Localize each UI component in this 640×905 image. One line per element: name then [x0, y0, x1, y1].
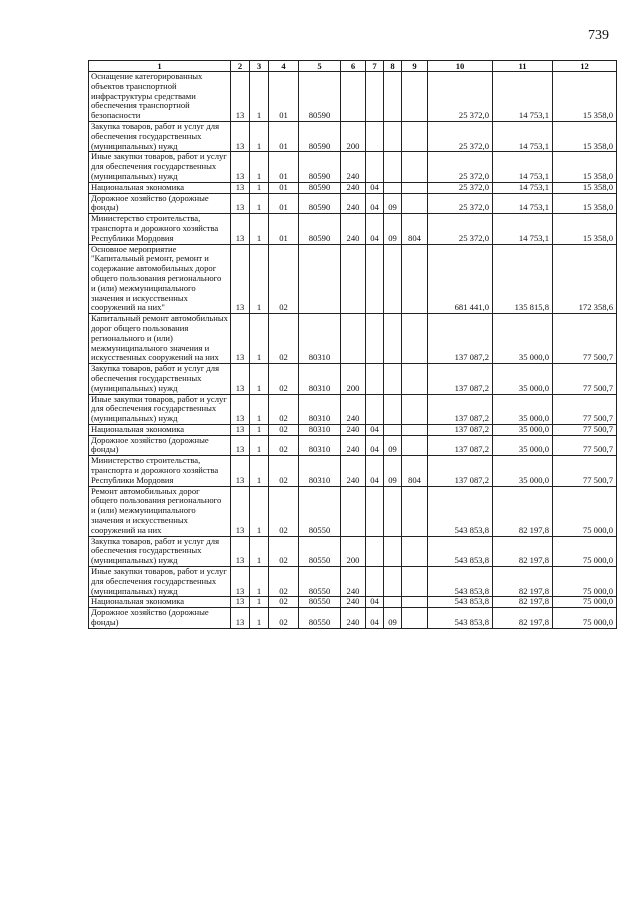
amount-cell: 137 087,2	[428, 394, 493, 424]
page-number: 739	[588, 28, 609, 43]
budget-table	[88, 60, 617, 629]
subsection-cell: 1	[250, 314, 269, 364]
ministry-cell: 804	[402, 214, 428, 244]
ministry-cell	[402, 72, 428, 122]
program-cell: 02	[269, 424, 299, 435]
amount-cell: 25 372,0	[428, 193, 493, 214]
amount-cell: 35 000,0	[493, 364, 553, 394]
subsection-cell: 1	[250, 72, 269, 122]
program-cell: 02	[269, 435, 299, 456]
chapter-cell: 04	[366, 424, 384, 435]
program-cell: 02	[269, 364, 299, 394]
target-code-cell: 80550	[299, 597, 341, 608]
section-cell: 13	[231, 182, 250, 193]
expense-type-cell	[341, 314, 366, 364]
program-cell: 01	[269, 182, 299, 193]
ministry-cell	[402, 314, 428, 364]
amount-cell: 25 372,0	[428, 72, 493, 122]
subchapter-cell	[384, 314, 402, 364]
subchapter-cell	[384, 394, 402, 424]
expense-type-cell: 240	[341, 193, 366, 214]
section-cell: 13	[231, 72, 250, 122]
chapter-cell	[366, 486, 384, 536]
ministry-cell	[402, 182, 428, 193]
amount-cell: 82 197,8	[493, 608, 553, 629]
subsection-cell: 1	[250, 435, 269, 456]
subsection-cell: 1	[250, 244, 269, 314]
section-cell: 13	[231, 193, 250, 214]
table-row	[89, 244, 617, 314]
amount-cell: 543 853,8	[428, 608, 493, 629]
subchapter-cell	[384, 182, 402, 193]
subchapter-cell: 09	[384, 214, 402, 244]
target-code-cell: 80310	[299, 424, 341, 435]
table-row	[89, 424, 617, 435]
row-name-cell: Национальная экономика	[89, 182, 231, 193]
subchapter-cell	[384, 121, 402, 151]
subchapter-cell	[384, 567, 402, 597]
target-code-cell: 80310	[299, 364, 341, 394]
amount-cell: 82 197,8	[493, 536, 553, 566]
row-name-cell: Закупка товаров, работ и услуг для обеспечения государственных (муниципальных) нужд	[89, 364, 231, 394]
ministry-cell	[402, 608, 428, 629]
column-header: 1	[89, 61, 231, 72]
amount-cell: 25 372,0	[428, 214, 493, 244]
column-header: 4	[269, 61, 299, 72]
expense-type-cell: 200	[341, 364, 366, 394]
chapter-cell: 04	[366, 182, 384, 193]
amount-cell: 75 000,0	[553, 536, 617, 566]
column-header: 6	[341, 61, 366, 72]
expense-type-cell	[341, 244, 366, 314]
table-row	[89, 567, 617, 597]
amount-cell: 15 358,0	[553, 193, 617, 214]
program-cell: 02	[269, 486, 299, 536]
ministry-cell	[402, 567, 428, 597]
row-name-cell: Иные закупки товаров, работ и услуг для обеспечения государственных (муниципальных) нужд	[89, 567, 231, 597]
amount-cell: 35 000,0	[493, 424, 553, 435]
amount-cell: 15 358,0	[553, 152, 617, 182]
table-row	[89, 121, 617, 151]
expense-type-cell: 240	[341, 182, 366, 193]
subchapter-cell	[384, 424, 402, 435]
column-header: 9	[402, 61, 428, 72]
chapter-cell	[366, 394, 384, 424]
chapter-cell: 04	[366, 214, 384, 244]
subsection-cell: 1	[250, 214, 269, 244]
ministry-cell	[402, 486, 428, 536]
expense-type-cell: 200	[341, 536, 366, 566]
row-name-cell: Национальная экономика	[89, 424, 231, 435]
section-cell: 13	[231, 435, 250, 456]
ministry-cell	[402, 244, 428, 314]
amount-cell: 137 087,2	[428, 456, 493, 486]
amount-cell: 75 000,0	[553, 567, 617, 597]
amount-cell: 25 372,0	[428, 152, 493, 182]
column-header: 8	[384, 61, 402, 72]
subchapter-cell	[384, 536, 402, 566]
target-code-cell: 80310	[299, 314, 341, 364]
amount-cell: 75 000,0	[553, 597, 617, 608]
chapter-cell	[366, 152, 384, 182]
ministry-cell	[402, 424, 428, 435]
row-name-cell: Иные закупки товаров, работ и услуг для обеспечения государственных (муниципальных) нужд	[89, 394, 231, 424]
column-header: 12	[553, 61, 617, 72]
subchapter-cell	[384, 244, 402, 314]
target-code-cell: 80550	[299, 567, 341, 597]
program-cell: 01	[269, 121, 299, 151]
chapter-cell	[366, 567, 384, 597]
target-code-cell: 80550	[299, 486, 341, 536]
subsection-cell: 1	[250, 182, 269, 193]
table-row	[89, 486, 617, 536]
amount-cell: 14 753,1	[493, 182, 553, 193]
target-code-cell: 80590	[299, 214, 341, 244]
table-row	[89, 536, 617, 566]
program-cell: 01	[269, 214, 299, 244]
target-code-cell: 80310	[299, 394, 341, 424]
amount-cell: 15 358,0	[553, 214, 617, 244]
target-code-cell: 80590	[299, 121, 341, 151]
expense-type-cell: 200	[341, 121, 366, 151]
ministry-cell	[402, 394, 428, 424]
amount-cell: 77 500,7	[553, 424, 617, 435]
table-row	[89, 314, 617, 364]
amount-cell: 14 753,1	[493, 72, 553, 122]
section-cell: 13	[231, 567, 250, 597]
target-code-cell: 80550	[299, 608, 341, 629]
ministry-cell	[402, 536, 428, 566]
row-name-cell: Дорожное хозяйство (дорожные фонды)	[89, 608, 231, 629]
amount-cell: 15 358,0	[553, 121, 617, 151]
column-header: 10	[428, 61, 493, 72]
program-cell: 02	[269, 314, 299, 364]
amount-cell: 137 087,2	[428, 424, 493, 435]
amount-cell: 75 000,0	[553, 486, 617, 536]
amount-cell: 15 358,0	[553, 182, 617, 193]
amount-cell: 543 853,8	[428, 536, 493, 566]
subchapter-cell: 09	[384, 193, 402, 214]
chapter-cell: 04	[366, 597, 384, 608]
subchapter-cell	[384, 152, 402, 182]
chapter-cell: 04	[366, 435, 384, 456]
expense-type-cell: 240	[341, 424, 366, 435]
expense-type-cell: 240	[341, 214, 366, 244]
subsection-cell: 1	[250, 597, 269, 608]
amount-cell: 25 372,0	[428, 182, 493, 193]
amount-cell: 135 815,8	[493, 244, 553, 314]
subsection-cell: 1	[250, 486, 269, 536]
amount-cell: 77 500,7	[553, 435, 617, 456]
amount-cell: 82 197,8	[493, 567, 553, 597]
table-row	[89, 193, 617, 214]
amount-cell: 137 087,2	[428, 435, 493, 456]
ministry-cell	[402, 435, 428, 456]
section-cell: 13	[231, 536, 250, 566]
section-cell: 13	[231, 394, 250, 424]
chapter-cell	[366, 121, 384, 151]
row-name-cell: Национальная экономика	[89, 597, 231, 608]
row-name-cell: Иные закупки товаров, работ и услуг для обеспечения государственных (муниципальных) нужд	[89, 152, 231, 182]
subsection-cell: 1	[250, 456, 269, 486]
table-row	[89, 214, 617, 244]
table-row	[89, 608, 617, 629]
row-name-cell: Основное мероприятие "Капитальный ремонт, ремонт и содержание автомобильных дорог общего пользования регионального и (или) межмуниципального значения и искусственных сооружений на них"	[89, 244, 231, 314]
subsection-cell: 1	[250, 608, 269, 629]
section-cell: 13	[231, 121, 250, 151]
amount-cell: 543 853,8	[428, 567, 493, 597]
target-code-cell: 80590	[299, 193, 341, 214]
amount-cell: 543 853,8	[428, 597, 493, 608]
column-header: 7	[366, 61, 384, 72]
target-code-cell: 80590	[299, 182, 341, 193]
table-row	[89, 72, 617, 122]
subchapter-cell	[384, 364, 402, 394]
subchapter-cell: 09	[384, 456, 402, 486]
chapter-cell	[366, 244, 384, 314]
subsection-cell: 1	[250, 424, 269, 435]
amount-cell: 137 087,2	[428, 314, 493, 364]
section-cell: 13	[231, 597, 250, 608]
subsection-cell: 1	[250, 536, 269, 566]
program-cell: 02	[269, 597, 299, 608]
subsection-cell: 1	[250, 193, 269, 214]
table-row	[89, 394, 617, 424]
ministry-cell	[402, 364, 428, 394]
target-code-cell	[299, 244, 341, 314]
expense-type-cell: 240	[341, 567, 366, 597]
expense-type-cell	[341, 486, 366, 536]
program-cell: 02	[269, 567, 299, 597]
chapter-cell: 04	[366, 193, 384, 214]
row-name-cell: Закупка товаров, работ и услуг для обеспечения государственных (муниципальных) нужд	[89, 121, 231, 151]
amount-cell: 14 753,1	[493, 121, 553, 151]
expense-type-cell: 240	[341, 435, 366, 456]
amount-cell: 35 000,0	[493, 435, 553, 456]
amount-cell: 77 500,7	[553, 314, 617, 364]
section-cell: 13	[231, 456, 250, 486]
subsection-cell: 1	[250, 152, 269, 182]
row-name-cell: Капитальный ремонт автомобильных дорог общего пользования регионального и (или) межмуниципального значения и искусственных сооружений на них	[89, 314, 231, 364]
table-header-row	[89, 61, 617, 72]
expense-type-cell: 240	[341, 597, 366, 608]
row-name-cell: Закупка товаров, работ и услуг для обеспечения государственных (муниципальных) нужд	[89, 536, 231, 566]
program-cell: 02	[269, 394, 299, 424]
subsection-cell: 1	[250, 567, 269, 597]
section-cell: 13	[231, 314, 250, 364]
column-header: 3	[250, 61, 269, 72]
amount-cell: 172 358,6	[553, 244, 617, 314]
column-header: 5	[299, 61, 341, 72]
amount-cell: 137 087,2	[428, 364, 493, 394]
table-row	[89, 597, 617, 608]
subchapter-cell: 09	[384, 608, 402, 629]
program-cell: 01	[269, 193, 299, 214]
chapter-cell	[366, 536, 384, 566]
row-name-cell: Министерство строительства, транспорта и дорожного хозяйства Республики Мордовия	[89, 456, 231, 486]
chapter-cell: 04	[366, 608, 384, 629]
program-cell: 02	[269, 244, 299, 314]
amount-cell: 77 500,7	[553, 364, 617, 394]
section-cell: 13	[231, 608, 250, 629]
amount-cell: 681 441,0	[428, 244, 493, 314]
subsection-cell: 1	[250, 121, 269, 151]
table-row	[89, 456, 617, 486]
program-cell: 01	[269, 152, 299, 182]
amount-cell: 14 753,1	[493, 193, 553, 214]
ministry-cell	[402, 121, 428, 151]
table-row	[89, 435, 617, 456]
target-code-cell: 80590	[299, 152, 341, 182]
amount-cell: 35 000,0	[493, 314, 553, 364]
expense-type-cell: 240	[341, 394, 366, 424]
table-row	[89, 182, 617, 193]
column-header: 2	[231, 61, 250, 72]
amount-cell: 15 358,0	[553, 72, 617, 122]
ministry-cell	[402, 597, 428, 608]
subchapter-cell	[384, 72, 402, 122]
chapter-cell: 04	[366, 456, 384, 486]
ministry-cell	[402, 193, 428, 214]
amount-cell: 35 000,0	[493, 394, 553, 424]
row-name-cell: Министерство строительства, транспорта и дорожного хозяйства Республики Мордовия	[89, 214, 231, 244]
amount-cell: 82 197,8	[493, 486, 553, 536]
row-name-cell: Дорожное хозяйство (дорожные фонды)	[89, 435, 231, 456]
subchapter-cell: 09	[384, 435, 402, 456]
target-code-cell: 80310	[299, 435, 341, 456]
subchapter-cell	[384, 597, 402, 608]
program-cell: 02	[269, 608, 299, 629]
program-cell: 02	[269, 536, 299, 566]
target-code-cell: 80310	[299, 456, 341, 486]
amount-cell: 14 753,1	[493, 152, 553, 182]
row-name-cell: Оснащение категорированных объектов транспортной инфраструктуры средствами обеспечения транспортной безопасности	[89, 72, 231, 122]
chapter-cell	[366, 364, 384, 394]
section-cell: 13	[231, 486, 250, 536]
amount-cell: 14 753,1	[493, 214, 553, 244]
subchapter-cell	[384, 486, 402, 536]
section-cell: 13	[231, 214, 250, 244]
expense-type-cell: 240	[341, 608, 366, 629]
expense-type-cell	[341, 72, 366, 122]
amount-cell: 77 500,7	[553, 394, 617, 424]
row-name-cell: Дорожное хозяйство (дорожные фонды)	[89, 193, 231, 214]
section-cell: 13	[231, 424, 250, 435]
ministry-cell	[402, 152, 428, 182]
chapter-cell	[366, 72, 384, 122]
expense-type-cell: 240	[341, 152, 366, 182]
section-cell: 13	[231, 364, 250, 394]
program-cell: 01	[269, 72, 299, 122]
amount-cell: 35 000,0	[493, 456, 553, 486]
program-cell: 02	[269, 456, 299, 486]
subsection-cell: 1	[250, 394, 269, 424]
ministry-cell: 804	[402, 456, 428, 486]
column-header: 11	[493, 61, 553, 72]
subsection-cell: 1	[250, 364, 269, 394]
amount-cell: 25 372,0	[428, 121, 493, 151]
amount-cell: 77 500,7	[553, 456, 617, 486]
chapter-cell	[366, 314, 384, 364]
row-name-cell: Ремонт автомобильных дорог общего пользования регионального и (или) межмуниципального значения и искусственных сооружений на них	[89, 486, 231, 536]
table-row	[89, 364, 617, 394]
expense-type-cell: 240	[341, 456, 366, 486]
table-row	[89, 152, 617, 182]
amount-cell: 82 197,8	[493, 597, 553, 608]
target-code-cell: 80590	[299, 72, 341, 122]
section-cell: 13	[231, 152, 250, 182]
target-code-cell: 80550	[299, 536, 341, 566]
amount-cell: 543 853,8	[428, 486, 493, 536]
amount-cell: 75 000,0	[553, 608, 617, 629]
section-cell: 13	[231, 244, 250, 314]
